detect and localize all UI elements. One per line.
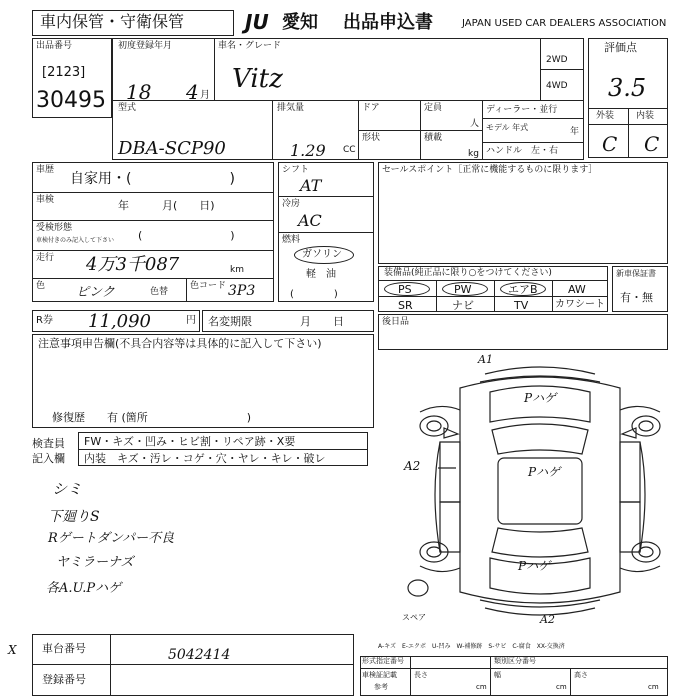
note-1: シミ [52, 480, 83, 498]
displacement-label: 排気量 [277, 103, 305, 113]
recycle-value: 11,090 [88, 311, 151, 332]
rating-score: 3.5 [608, 74, 647, 102]
name-change-value: 月 日 [300, 315, 344, 328]
inspection-value: 年 月( 日) [118, 199, 215, 212]
spec-class-label: 類別区分番号 [494, 657, 536, 665]
damage-legend: A-キズ E-エクボ U-凹み W-補修跡 S-サビ C-腐食 XX-交換済 [378, 643, 565, 650]
interior-label: 内装 [636, 111, 655, 121]
reserve-label: 新車保証書 [616, 269, 656, 278]
equip-tv: TV [514, 299, 529, 312]
spec-type-label: 形式指定番号 [362, 657, 404, 665]
fw-row: FW・キズ・凹み・ヒビ割・リペア跡・X要 [84, 435, 296, 448]
exterior-grade: C [602, 132, 618, 156]
mileage-label: 走行 [36, 253, 55, 263]
inspection-label: 車検 [36, 195, 55, 205]
load-label: 積載 [424, 133, 443, 143]
equip-pw: PW [454, 283, 472, 296]
car-name: Vitz [232, 64, 283, 94]
receive-note: 車検付きのみ記入して下さい [36, 237, 115, 244]
form-title: 出品申込書 [343, 12, 433, 33]
door-label: ドア [362, 103, 380, 113]
storage-label: 車内保管・守衛保管 [40, 12, 185, 31]
model-year-label: モデル 年式 [486, 123, 529, 132]
listing-number: 30495 [36, 88, 106, 113]
mark-a2-side: A2 [404, 459, 421, 473]
model-year-unit: 年 [570, 127, 580, 137]
spec-height-unit: cm [648, 683, 659, 691]
equip-navi: ナビ [452, 299, 474, 312]
spec-height-label: 高さ [574, 671, 588, 679]
history-value: 自家用・( ) [70, 171, 235, 187]
after-date-box [378, 314, 668, 350]
sales-point-box [378, 162, 668, 264]
car-name-label: 車名・グレード [218, 41, 282, 51]
mileage-value: 4万3千087 [86, 254, 180, 275]
after-date-label: 後日品 [382, 317, 410, 327]
load-unit: kg [468, 149, 479, 159]
fuel-diesel: 軽 油 [306, 269, 336, 280]
equip-ps: PS [398, 283, 412, 296]
org-logo: JU [245, 10, 269, 34]
spare-label: スペア [402, 613, 426, 622]
capacity-label: 定員 [424, 103, 443, 113]
inspector-label: 検査員 記入欄 [32, 437, 65, 466]
rating-label: 評価点 [604, 41, 637, 54]
listing-code: [2123] [42, 65, 86, 80]
interior-row: 内装 キズ・汚レ・コゲ・穴・ヤレ・キレ・破レ [84, 452, 326, 465]
mark-phage-hood: Pハゲ [524, 391, 557, 405]
fuel-gasoline: ガソリン [302, 249, 342, 260]
spec-width-label: 幅 [494, 671, 501, 679]
spec-length-label: 長さ [414, 671, 428, 679]
name-change-label: 名変期限 [208, 315, 252, 328]
displacement-unit: CC [343, 145, 356, 155]
drive-2wd: 2WD [546, 55, 568, 65]
color-code-label: 色コード [190, 281, 227, 291]
registration-month-unit: 月 [200, 90, 210, 101]
mark-a1-front: A1 [478, 353, 493, 366]
equipment-label: 装備品(純正品に限り○をつけてください) [384, 268, 552, 278]
mark-phage-roof: Pハゲ [528, 465, 561, 479]
model-label: 型式 [118, 103, 137, 113]
org-name: 愛知 [282, 12, 318, 33]
equip-sr: SR [398, 299, 413, 312]
color-change-label: 色替 [150, 287, 169, 297]
exterior-label: 外装 [596, 111, 615, 121]
recycle-label: R券 [36, 315, 53, 326]
drive-4wd: 4WD [546, 81, 568, 91]
color-code-value: 3P3 [228, 283, 256, 299]
spec-width-unit: cm [556, 683, 567, 691]
dealer-label: ディーラー・並行 [486, 105, 558, 115]
mark-phage-rear: Pハゲ [518, 559, 551, 573]
handle-label: ハンドル 左・右 [486, 146, 559, 156]
listing-label: 出品番号 [36, 41, 73, 51]
registration-month: 4 [186, 80, 199, 104]
registration-year: 18 [126, 80, 152, 104]
spec-cert-label: 車検証記載 [362, 671, 397, 679]
color-value: ピンク [76, 285, 115, 300]
displacement-value: 1.29 [290, 141, 326, 160]
receive-value: ( ) [138, 229, 235, 242]
reserve-value: 有・無 [620, 291, 653, 304]
equip-leather: カワシート [555, 299, 605, 310]
model-value: DBA-SCP90 [118, 138, 226, 159]
cooling-label: 冷房 [282, 199, 301, 209]
chassis-label: 車台番号 [42, 642, 86, 655]
shift-label: シフト [282, 165, 310, 175]
repair-label: 修復歴 有 (箇所 ) [52, 411, 252, 424]
note-4: ヤミラーナズ [56, 555, 134, 570]
notes-label: 注意事項申告欄(不具合内容等は具体的に記入して下さい) [38, 337, 322, 350]
note-3: Rゲートダンパー不良 [48, 531, 175, 546]
shape-label: 形状 [362, 133, 381, 143]
registration-label: 初度登録年月 [118, 41, 173, 51]
shift-value: AT [300, 176, 322, 195]
equip-aw: AW [568, 283, 586, 296]
sales-point-label: セールスポイント［正常に機能するものに限ります］ [382, 165, 598, 175]
spec-length-unit: cm [476, 683, 487, 691]
interior-grade: C [644, 132, 660, 156]
chassis-number: 5042414 [168, 647, 231, 663]
recycle-unit: 円 [186, 315, 196, 326]
org-english: JAPAN USED CAR DEALERS ASSOCIATION [462, 18, 667, 29]
capacity-unit: 人 [470, 119, 480, 129]
history-label: 車歴 [36, 165, 55, 175]
note-5: 各A.U.Pハゲ [46, 581, 122, 596]
receive-label: 受検形態 [36, 223, 73, 233]
mileage-unit: km [230, 265, 244, 275]
color-label: 色 [36, 281, 46, 291]
fuel-label: 燃料 [282, 235, 301, 245]
chassis-mark: X [8, 643, 17, 657]
spec-ref-label: 参考 [374, 683, 388, 691]
fuel-other: ( ) [290, 289, 338, 300]
note-2: 下廻りS [48, 509, 100, 525]
mark-a2-rear: A2 [540, 613, 555, 626]
equip-airbag: エアB [508, 283, 538, 296]
registration-number-label: 登録番号 [42, 673, 86, 686]
cooling-value: AC [298, 211, 322, 230]
